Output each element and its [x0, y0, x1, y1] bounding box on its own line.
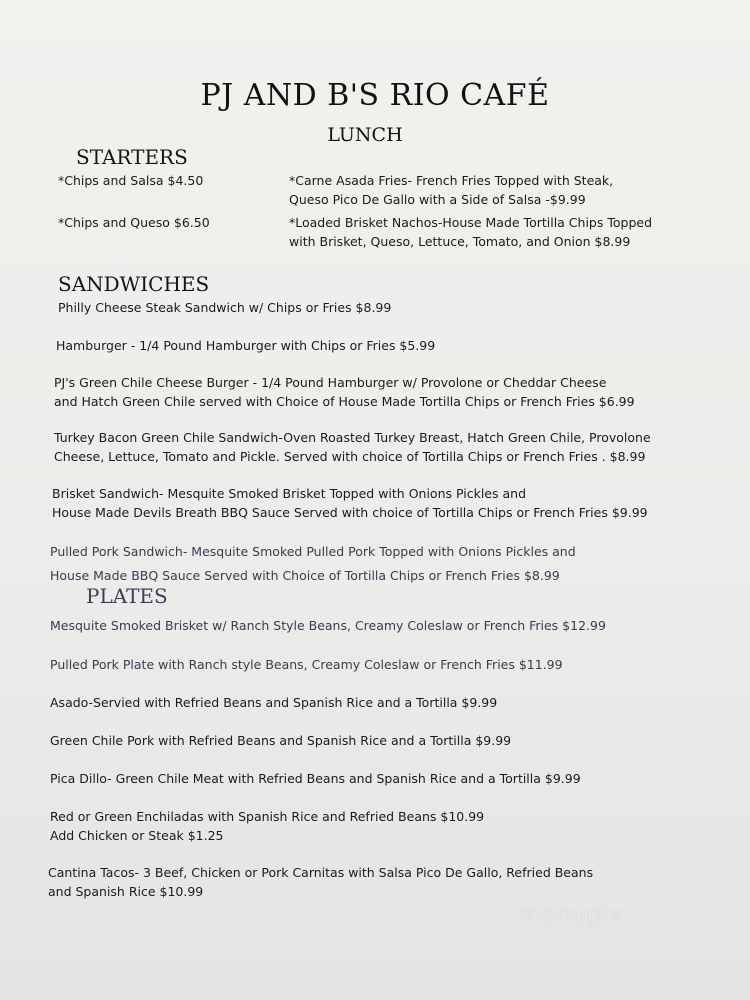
- sandwich-item-line: House Made BBQ Sauce Served with Choice of Tortilla Chips or French Fries $8.99: [50, 568, 560, 583]
- sandwich-item-line: Cheese, Lettuce, Tomato and Pickle. Served with choice of Tortilla Chips or French Fries . $8.99: [54, 449, 646, 464]
- plate-item: [50, 655, 563, 674]
- plate-item-line: Green Chile Pork with Refried Beans and Spanish Rice and a Tortilla $9.99: [50, 733, 512, 748]
- sandwich-item-line: Brisket Sandwich- Mesquite Smoked Brisket Topped with Onions Pickles and: [52, 486, 526, 501]
- starter-item-text: *Chips and Queso $6.50: [58, 215, 210, 230]
- plate-item-line: Cantina Tacos- 3 Beef, Chicken or Pork Carnitas with Salsa Pico De Gallo, Refried Beans: [48, 865, 594, 880]
- plate-item: [50, 769, 581, 788]
- plate-item-line: Pica Dillo- Green Chile Meat with Refried Beans and Spanish Rice and a Tortilla $9.99: [50, 771, 581, 786]
- sandwich-item-line: House Made Devils Breath BBQ Sauce Served with choice of Tortilla Chips or French Fries $9.99: [52, 505, 648, 520]
- starter-item: [58, 171, 203, 190]
- starter-item-line: *Loaded Brisket Nachos-House Made Tortilla Chips Topped: [289, 215, 653, 230]
- starters-heading: STARTERS: [76, 145, 188, 169]
- sandwich-item-line: Pulled Pork Sandwich- Mesquite Smoked Pulled Pork Topped with Onions Pickles and: [50, 544, 576, 559]
- sandwiches-heading: SANDWICHES: [58, 272, 210, 296]
- plate-item: [50, 616, 606, 635]
- plate-item-line: Add Chicken or Steak $1.25: [50, 828, 224, 843]
- plate-item: [48, 863, 593, 901]
- plate-item-line: Pulled Pork Plate with Ranch style Beans, Creamy Coleslaw or French Fries $11.99: [50, 657, 563, 672]
- plate-item: [50, 693, 497, 712]
- restaurant-title: PJ AND B'S RIO CAFÉ: [200, 78, 550, 113]
- sandwich-item-line: and Hatch Green Chile served with Choice of House Made Tortilla Chips or French Fries $6.99: [54, 394, 635, 409]
- plate-item-line: Mesquite Smoked Brisket w/ Ranch Style Beans, Creamy Coleslaw or French Fries $12.99: [50, 618, 606, 633]
- starter-item: [289, 213, 652, 251]
- starter-item-line: *Carne Asada Fries- French Fries Topped with Steak,: [289, 173, 614, 188]
- plate-item-line: Asado-Servied with Refried Beans and Spanish Rice and a Tortilla $9.99: [50, 695, 498, 710]
- sandwich-item-line: PJ's Green Chile Cheese Burger - 1/4 Pound Hamburger w/ Provolone or Cheddar Cheese: [54, 375, 607, 390]
- starter-item-line: with Brisket, Queso, Lettuce, Tomato, and Onion $8.99: [289, 234, 631, 249]
- starter-item-line: Queso Pico De Gallo with a Side of Salsa -$9.99: [289, 192, 586, 207]
- sandwich-item: [54, 373, 635, 411]
- plate-item-line: and Spanish Rice $10.99: [48, 884, 204, 899]
- sandwich-item-line: Hamburger - 1/4 Pound Hamburger with Chips or Fries $5.99: [56, 338, 436, 353]
- plate-item: [50, 731, 511, 750]
- sandwich-item: [58, 298, 391, 317]
- sandwich-item: [56, 336, 435, 355]
- sandwich-item: [52, 484, 648, 522]
- sandwich-item-line: Philly Cheese Steak Sandwich w/ Chips or Fries $8.99: [58, 300, 392, 315]
- sandwich-item: [54, 428, 651, 466]
- starter-item: [289, 171, 613, 209]
- plate-item-line: Red or Green Enchiladas with Spanish Rice and Refried Beans $10.99: [50, 809, 485, 824]
- starter-item-text: *Chips and Salsa $4.50: [58, 173, 204, 188]
- plates-heading: PLATES: [86, 584, 168, 608]
- watermark-logo: menupix: [520, 902, 623, 927]
- sandwich-item: [50, 540, 576, 588]
- menu-subtitle: LUNCH: [327, 124, 403, 146]
- plate-item: [50, 807, 484, 845]
- sandwich-item-line: Turkey Bacon Green Chile Sandwich-Oven Roasted Turkey Breast, Hatch Green Chile, Provolone: [54, 430, 651, 445]
- starter-item: [58, 213, 210, 232]
